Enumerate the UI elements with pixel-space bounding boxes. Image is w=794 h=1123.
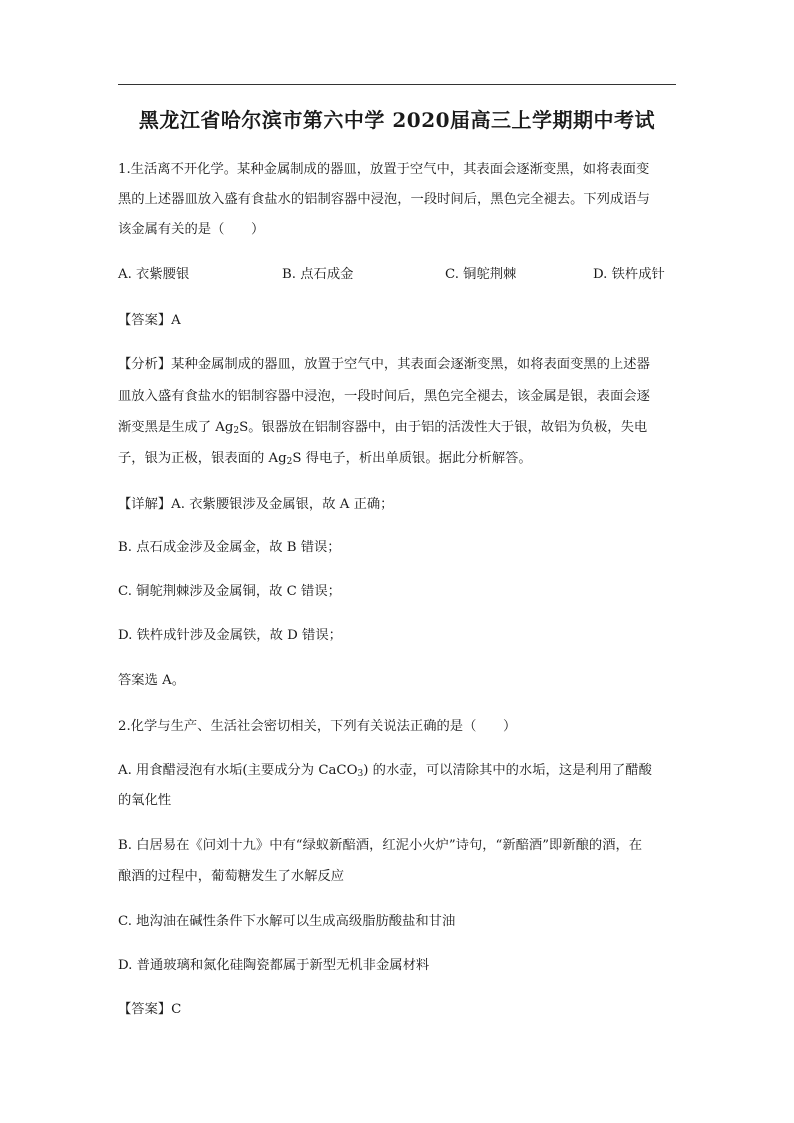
q1-detail-line-3: C. 铜鸵荆棘涉及金属铜，故 C 错误； <box>118 584 341 599</box>
q2-option-b-line-1: B. 白居易在《问刘十九》中有“绿蚁新醅酒，红泥小火炉”诗句，“新醅酒”即新酿的酒，在 <box>118 838 643 853</box>
subscript: 2 <box>233 426 240 436</box>
q1-option-a: A. 衣紫腰银 <box>118 267 190 282</box>
q1-answer: 【答案】A <box>118 313 181 328</box>
q2-option-a-line-2: 的氧化性 <box>118 793 172 808</box>
q1-option-c: C. 铜鸵荆棘 <box>445 267 517 282</box>
q1-option-d: D. 铁杵成针 <box>593 267 665 282</box>
q1-detail-line-4: D. 铁杵成针涉及金属铁，故 D 错误； <box>118 628 342 643</box>
q1-analysis-line-4 <box>118 444 678 474</box>
q2-option-b-line-2: 酿酒的过程中，葡萄糖发生了水解反应 <box>118 869 345 884</box>
analysis-text: 渐变黑是生成了 Ag <box>118 420 234 435</box>
q1-stem-line-3: 该金属有关的是（ ） <box>118 222 265 237</box>
q2-answer: 【答案】C <box>118 1002 182 1017</box>
q1-option-b: B. 点石成金 <box>282 267 354 282</box>
q1-options <box>118 260 678 290</box>
q1-stem-line-1: 1.生活离不开化学。某种金属制成的器皿，放置于空气中，其表面会逐渐变黑，如将表面变 <box>118 162 650 177</box>
page-title: 黑龙江省哈尔滨市第六中学 2020届高三上学期期中考试 <box>138 108 656 132</box>
analysis-text: 子，银为正极，银表面的 Ag <box>118 451 287 466</box>
q2-option-a-line-1 <box>118 756 678 786</box>
q1-detail-line-1: 【详解】A. 衣紫腰银涉及金属银，故 A 正确； <box>118 497 394 512</box>
q1-analysis-line-1: 【分析】某种金属制成的器皿，放置于空气中，其表面会逐渐变黑，如将表面变黑的上述器 <box>118 357 650 372</box>
subscript: 3 <box>357 769 364 779</box>
header-rule <box>118 84 676 85</box>
q1-analysis-line-2: 皿放入盛有食盐水的铝制容器中浸泡，一段时间后，黑色完全褪去，该金属是银，表面会逐 <box>118 389 650 404</box>
subscript: 2 <box>286 457 293 467</box>
analysis-text: S。银器放在铝制容器中，由于铝的活泼性大于银，故铝为负极，失电 <box>239 420 648 435</box>
q1-stem-line-2: 黑的上述器皿放入盛有食盐水的铝制容器中浸泡，一段时间后，黑色完全褪去。下列成语与 <box>118 192 650 207</box>
q2-stem: 2.化学与生产、生活社会密切相关，下列有关说法正确的是（ ） <box>118 719 517 734</box>
q1-analysis-line-3 <box>118 413 678 443</box>
option-text: ) 的水壶，可以清除其中的水垢，这是利用了醋酸 <box>363 763 652 778</box>
q1-conclusion: 答案选 A。 <box>118 673 186 688</box>
q1-detail-line-2: B. 点石成金涉及金属金，故 B 错误； <box>118 540 341 555</box>
option-text: A. 用食醋浸泡有水垢(主要成分为 CaCO <box>118 763 358 778</box>
q2-option-d: D. 普通玻璃和氮化硅陶瓷都属于新型无机非金属材料 <box>118 958 430 973</box>
analysis-text: S 得电子，析出单质银。据此分析解答。 <box>292 451 532 466</box>
q2-option-c: C. 地沟油在碱性条件下水解可以生成高级脂肪酸盐和甘油 <box>118 914 456 929</box>
